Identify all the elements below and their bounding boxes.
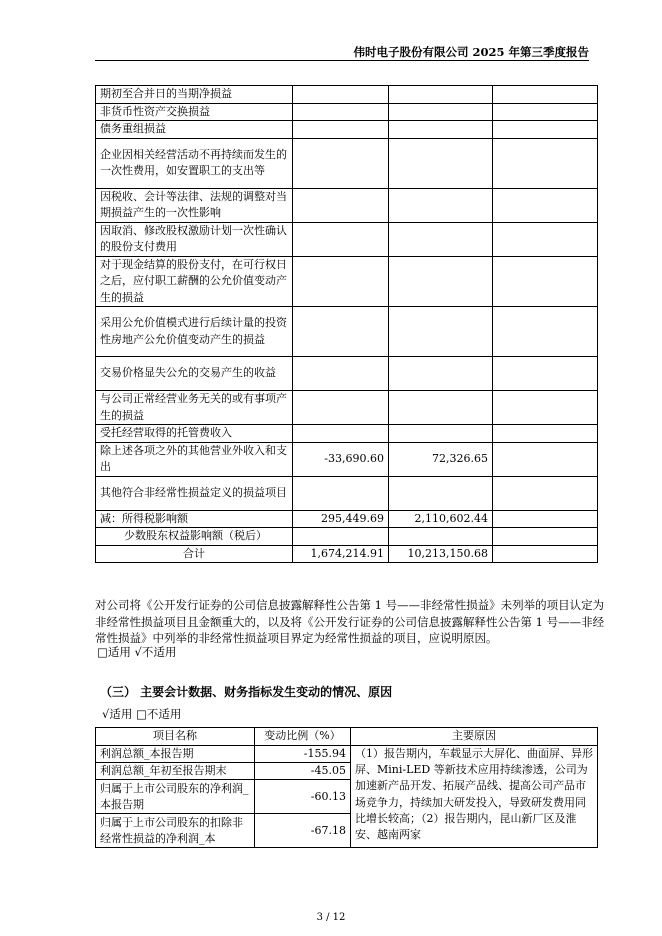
applicability-status-2: √适用 □不适用 xyxy=(102,707,182,721)
table-header-row xyxy=(96,728,598,746)
table-row xyxy=(96,121,598,139)
table-row xyxy=(96,391,598,425)
note-cell xyxy=(493,121,598,139)
item-cell: 其他符合非经常性损益定义的损益项目 xyxy=(96,476,293,510)
item-cell: 期初至合并日的当期净损益 xyxy=(96,86,293,104)
changes-table xyxy=(95,727,598,848)
table-row xyxy=(96,510,598,528)
amount-cell xyxy=(293,307,389,357)
item-name-cell: 利润总额_年初至报告期末 xyxy=(96,763,255,780)
amount-cell xyxy=(293,222,389,256)
amount-cell: 2,110,602.44 xyxy=(389,510,493,528)
item-name-cell: 利润总额_本报告期 xyxy=(96,746,255,763)
section-title: （三） 主要会计数据、财务指标发生变动的情况、原因 xyxy=(100,685,393,699)
note-cell xyxy=(493,357,598,391)
item-cell: 除上述各项之外的其他营业外收入和支出 xyxy=(96,442,293,476)
amount-cell xyxy=(389,528,493,546)
amount-cell xyxy=(293,528,389,546)
note-cell xyxy=(493,222,598,256)
change-ratio-cell: -67.18 xyxy=(255,814,351,848)
applicability-status-1: □适用 √不适用 xyxy=(97,645,177,659)
item-cell: 债务重组损益 xyxy=(96,121,293,139)
amount-cell: 10,213,150.68 xyxy=(389,545,493,563)
item-cell: 减：所得税影响额 xyxy=(96,510,293,528)
amount-cell xyxy=(293,121,389,139)
table-row xyxy=(96,256,598,307)
amount-cell xyxy=(389,476,493,510)
table-row xyxy=(96,307,598,357)
amount-cell: 1,674,214.91 xyxy=(293,545,389,563)
change-ratio-cell: -45.05 xyxy=(255,763,351,780)
amount-cell xyxy=(389,391,493,425)
item-cell: 受托经营取得的托管费收入 xyxy=(96,425,293,443)
amount-cell xyxy=(389,425,493,443)
page-number: 3 / 12 xyxy=(316,912,346,923)
note-cell xyxy=(493,510,598,528)
amount-cell xyxy=(389,103,493,121)
amount-cell xyxy=(293,391,389,425)
amount-cell xyxy=(389,138,493,188)
amount-cell xyxy=(389,256,493,307)
item-cell: 因税收、会计等法律、法规的调整对当期损益产生的一次性影响 xyxy=(96,188,293,222)
item-cell: 与公司正常经营业务无关的或有事项产生的损益 xyxy=(96,391,293,425)
amount-cell xyxy=(293,357,389,391)
item-cell: 企业因相关经营活动不再持续而发生的一次性费用，如安置职工的支出等 xyxy=(96,138,293,188)
amount-cell xyxy=(293,138,389,188)
table-row xyxy=(96,138,598,188)
page-header: 伟时电子股份有限公司 2025 年第三季度报告 xyxy=(353,45,589,59)
amount-cell xyxy=(389,222,493,256)
amount-cell xyxy=(389,188,493,222)
item-cell: 合计 xyxy=(96,545,293,563)
item-cell: 非货币性资产交换损益 xyxy=(96,103,293,121)
table-row xyxy=(96,528,598,546)
table-row xyxy=(96,103,598,121)
note-cell xyxy=(493,528,598,546)
note-cell xyxy=(493,138,598,188)
table-row xyxy=(96,425,598,443)
note-cell xyxy=(493,188,598,222)
table-row xyxy=(96,86,598,104)
change-ratio-cell: -155.94 xyxy=(255,746,351,763)
item-cell: 采用公允价值模式进行后续计量的投资性房地产公允价值变动产生的损益 xyxy=(96,307,293,357)
note-cell xyxy=(493,425,598,443)
note-cell xyxy=(493,307,598,357)
item-cell: 交易价格显失公允的交易产生的收益 xyxy=(96,357,293,391)
amount-cell xyxy=(293,103,389,121)
table-row xyxy=(96,222,598,256)
table-row xyxy=(96,357,598,391)
amount-cell xyxy=(293,188,389,222)
item-cell: 因取消、修改股权激励计划一次性确认的股份支付费用 xyxy=(96,222,293,256)
item-name-cell: 归属于上市公司股东的净利润_本报告期 xyxy=(96,780,255,814)
amount-cell xyxy=(389,357,493,391)
amount-cell xyxy=(293,86,389,104)
amount-cell: 295,449.69 xyxy=(293,510,389,528)
amount-cell xyxy=(389,86,493,104)
item-cell: 少数股东权益影响额（税后） xyxy=(96,528,293,546)
header-divider xyxy=(95,60,589,61)
amount-cell xyxy=(389,307,493,357)
table-row xyxy=(96,476,598,510)
non-recurring-items-table xyxy=(95,85,598,563)
amount-cell: 72,326.65 xyxy=(389,442,493,476)
header-cell: 主要原因 xyxy=(351,728,598,746)
amount-cell xyxy=(293,256,389,307)
amount-cell xyxy=(293,476,389,510)
table-row xyxy=(96,545,598,563)
explanation-paragraph: 对公司将《公开发行证券的公司信息披露解释性公告第 1 号——非经常性损益》未列举的项目认定为非经常性损益项目且金额重大的，以及将《公开发行证券的公司信息披露解释性公告第 1 号——非经常性损益》中列举的非经常性损益项目界定为经常性损益的项目，应说明原因。 xyxy=(95,598,605,645)
note-cell xyxy=(493,103,598,121)
note-cell xyxy=(493,545,598,563)
table-row xyxy=(96,442,598,476)
item-cell: 对于现金结算的股份支付，在可行权日之后，应付职工薪酬的公允价值变动产生的损益 xyxy=(96,256,293,307)
amount-cell: -33,690.60 xyxy=(293,442,389,476)
main-reason-cell: （1）报告期内，车载显示大屏化、曲面屏、异形屏、Mini-LED 等新技术应用持续渗透，公司为加速新产品开发、拓展产品线、提高公司产品市场竞争力，持续加大研发投入，导致研发费用同比增长较高；（2）报告期内，昆山新厂区及淮安、越南两家 xyxy=(351,746,598,848)
note-cell xyxy=(493,476,598,510)
amount-cell xyxy=(389,121,493,139)
note-cell xyxy=(493,256,598,307)
table-row xyxy=(96,188,598,222)
header-cell: 项目名称 xyxy=(96,728,255,746)
header-cell: 变动比例（%） xyxy=(255,728,351,746)
item-name-cell: 归属于上市公司股东的扣除非经常性损益的净利润_本 xyxy=(96,814,255,848)
change-ratio-cell: -60.13 xyxy=(255,780,351,814)
note-cell xyxy=(493,391,598,425)
note-cell xyxy=(493,442,598,476)
amount-cell xyxy=(293,425,389,443)
table-row xyxy=(96,746,598,763)
note-cell xyxy=(493,86,598,104)
